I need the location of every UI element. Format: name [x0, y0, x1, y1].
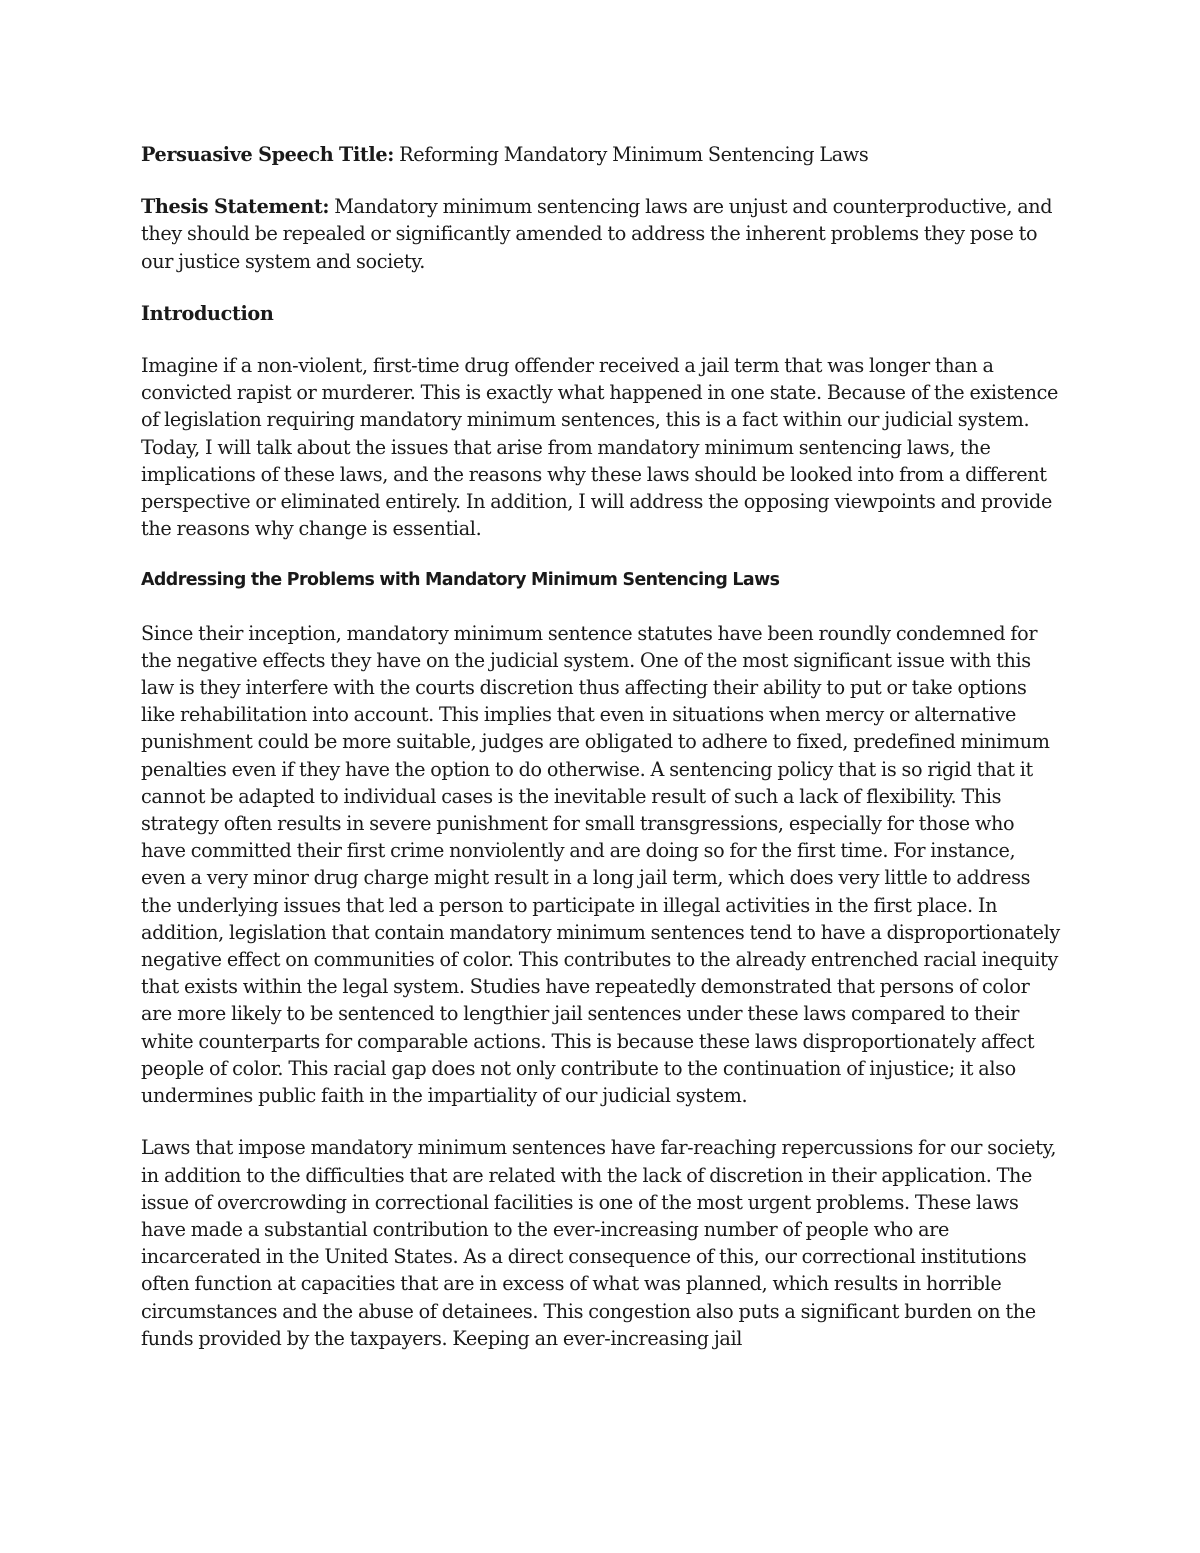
problems-paragraph-1: Since their inception, mandatory minimum sentence statutes have been roundly condemned for the negative effects they have on the judicial system. One of the most significant issue with this law is they interfere with the courts discretion thus affecting their ability to put or take options like rehabilitation into account. This implies that even in situations when mercy or alternative punishment could be more suitable, judges are obligated to adhere to fixed, predefined minimum penalties even if they have the option to do otherwise. A sentencing policy that is so rigid that it cannot be adapted to individual cases is the inevitable result of such a lack of flexibility. This strategy often results in severe punishment for small transgressions, especially for those who have committed their first crime nonviolently and are doing so for the first time. For instance, even a very minor drug charge might result in a long jail term, which does very little to address the underlying issues that led a person to participate in illegal activities in the first place. In addition, legislation that contain mandatory minimum sentences tend to have a disproportionately negative effect on communities of color. This contributes to the already entrenched racial inequity that exists within the legal system. Studies have repeatedly demonstrated that persons of color are more likely to be sentenced to lengthier jail sentences under these laws compared to their white counterparts for comparable actions. This is because these laws disproportionately affect people of color. This racial gap does not only contribute to the continuation of injustice; it also undermines public faith in the impartiality of our judicial system.	[141, 621, 1060, 1108]
thesis-statement	[141, 193, 1061, 275]
document-body	[141, 141, 1061, 1352]
speech-title-value: Reforming Mandatory Minimum Sentencing Laws	[393, 143, 869, 166]
problems-section-heading: Addressing the Problems with Mandatory Minimum Sentencing Laws	[141, 570, 780, 591]
thesis-label: Thesis Statement:	[141, 195, 330, 219]
speech-title-line	[141, 141, 1061, 168]
problems-paragraph-2: Laws that impose mandatory minimum sentences have far-reaching repercussions for our society, in addition to the difficulties that are related with the lack of discretion in their application. The issue of overcrowding in correctional facilities is one of the most urgent problems. These laws have made a substantial contribution to the ever-increasing number of people who are incarcerated in the United States. As a direct consequence of this, our correctional institutions often function at capacities that are in excess of what was planned, which results in horrible circumstances and the abuse of detainees. This congestion also puts a significant burden on the funds provided by the taxpayers. Keeping an ever-increasing jail	[141, 1136, 1057, 1350]
introduction-paragraph: Imagine if a non-violent, first-time drug offender received a jail term that was longer than a convicted rapist or murderer. This is exactly what happened in one state. Because of the existence of legislation requiring mandatory minimum sentences, this is a fact within our judicial system. Today, I will talk about the issues that arise from mandatory minimum sentencing laws, the implications of these laws, and the reasons why these laws should be looked into from a different perspective or eliminated entirely. In addition, I will address the opposing viewpoints and provide the reasons why change is essential.	[141, 354, 1058, 541]
thesis-text: Mandatory minimum sentencing laws are unjust and counterproductive, and they should be repealed or significantly amended to address the inherent problems they pose to our justice system and society.	[141, 195, 1053, 273]
introduction-heading: Introduction	[141, 301, 274, 325]
speech-title-label: Persuasive Speech Title:	[141, 143, 394, 166]
